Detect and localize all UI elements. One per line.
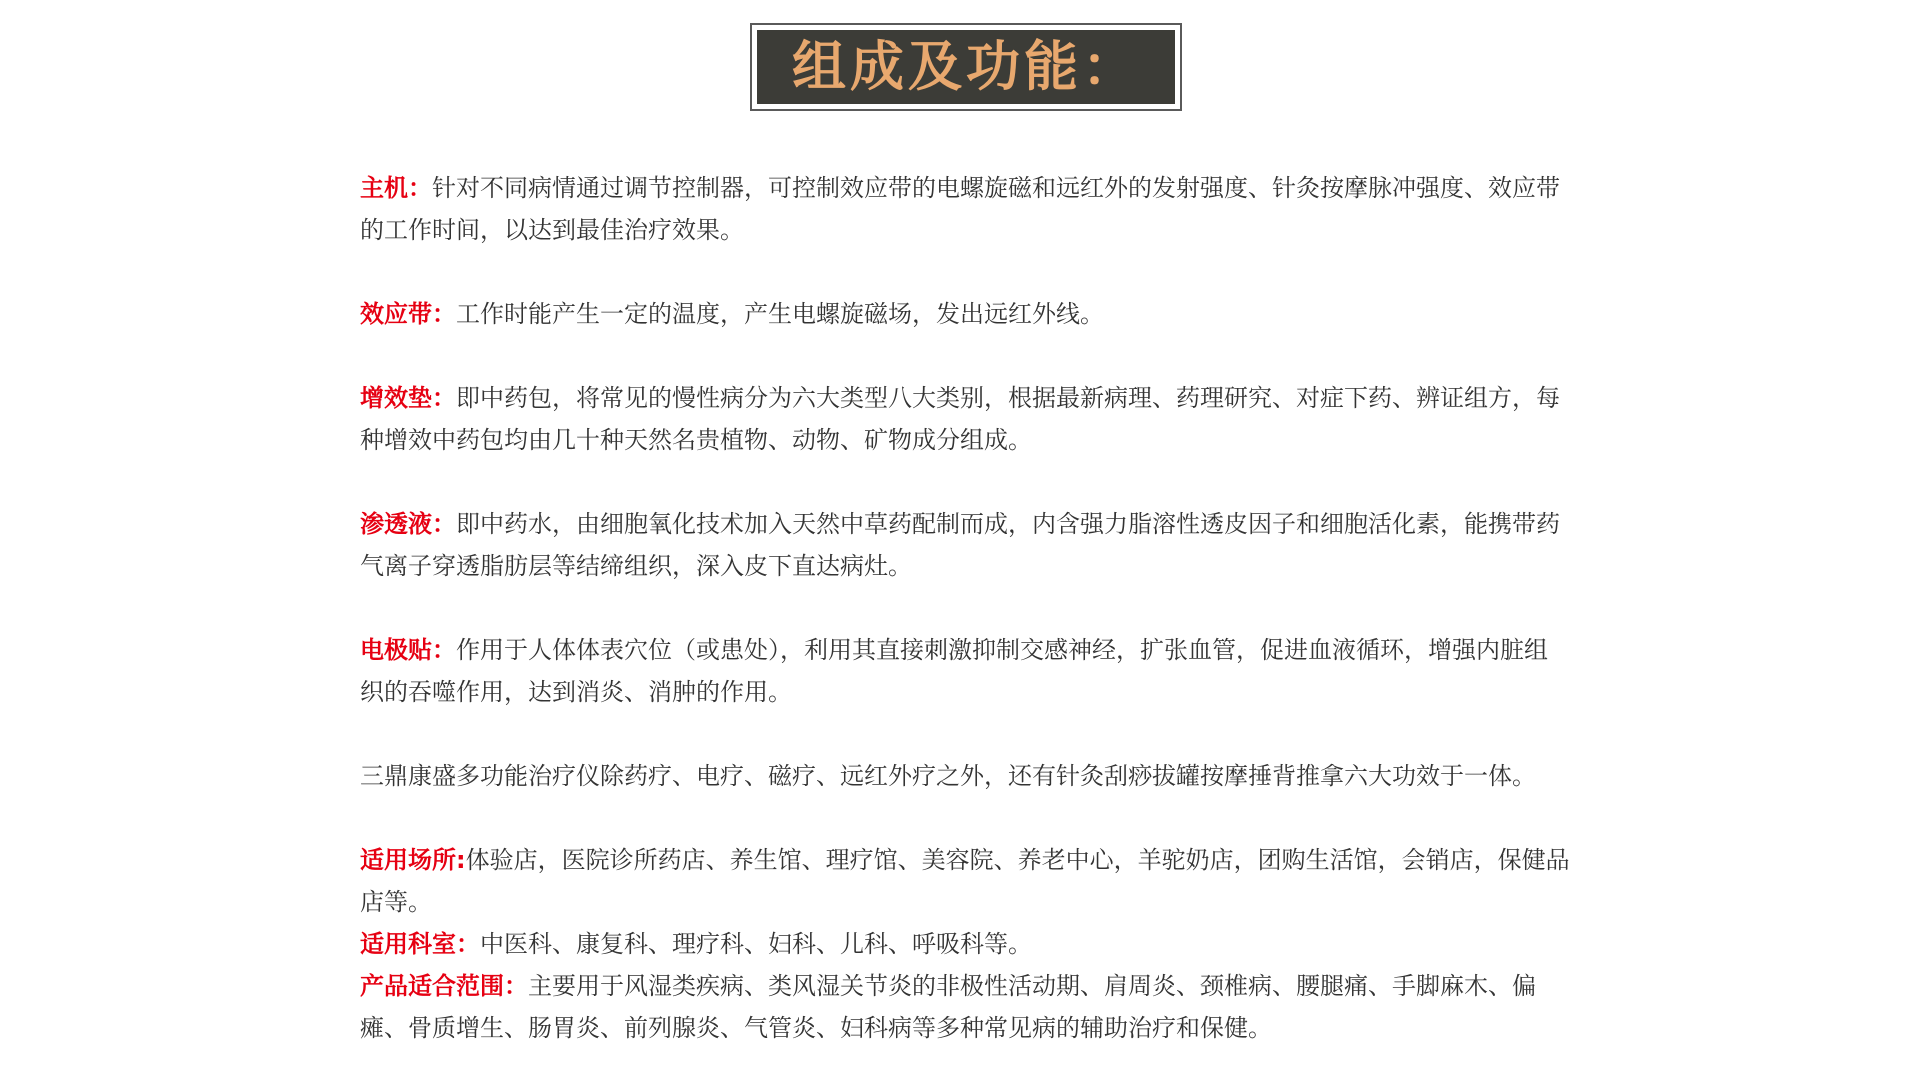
section-electrode — [360, 629, 1570, 713]
section-label: 增效垫： — [360, 384, 456, 412]
summary-text: 三鼎康盛多功能治疗仪除药疗、电疗、磁疗、远红外疗之外，还有针灸刮痧拔罐按摩捶背推拿六大功效于一体。 — [360, 762, 1536, 790]
section-text: 体验店，医院诊所药店、养生馆、理疗馆、美容院、养老中心，羊驼奶店，团购生活馆，会销店，保健品店等。 — [360, 846, 1570, 916]
section-text: 即中药水，由细胞氧化技术加入天然中草药配制而成，内含强力脂溶性透皮因子和细胞活化素，能携带药气离子穿透脂肪层等结缔组织，深入皮下直达病灶。 — [360, 510, 1560, 580]
section-text: 工作时能产生一定的温度，产生电螺旋磁场，发出远红外线。 — [456, 300, 1104, 328]
section-departments — [360, 923, 1570, 965]
section-venues — [360, 839, 1570, 923]
page-title: 组成及功能： — [792, 35, 1140, 98]
section-scope — [360, 965, 1570, 1049]
section-host — [360, 167, 1570, 251]
section-summary — [360, 755, 1570, 797]
section-label: 渗透液： — [360, 510, 456, 538]
title-banner — [750, 23, 1182, 111]
title-box — [757, 30, 1175, 104]
section-text: 针对不同病情通过调节控制器，可控制效应带的电螺旋磁和远红外的发射强度、针灸按摩脉冲强度、效应带的工作时间，以达到最佳治疗效果。 — [360, 174, 1560, 244]
section-text: 即中药包，将常见的慢性病分为六大类型八大类别，根据最新病理、药理研究、对症下药、辨证组方，每种增效中药包均由几十种天然名贵植物、动物、矿物成分组成。 — [360, 384, 1560, 454]
section-label: 效应带： — [360, 300, 456, 328]
section-label: 适用科室： — [360, 930, 480, 958]
section-liquid — [360, 503, 1570, 587]
section-label: 产品适合范围： — [360, 972, 528, 1000]
section-effect-belt — [360, 293, 1570, 335]
section-text: 作用于人体体表穴位（或患处），利用其直接刺激抑制交感神经，扩张血管，促进血液循环，增强内脏组织的吞噬作用，达到消炎、消肿的作用。 — [360, 636, 1548, 706]
section-text: 主要用于风湿类疾病、类风湿关节炎的非极性活动期、肩周炎、颈椎病、腰腿痛、手脚麻木、偏瘫、骨质增生、肠胃炎、前列腺炎、气管炎、妇科病等多种常见病的辅助治疗和保健。 — [360, 972, 1536, 1042]
section-label: 适用场所: — [360, 846, 466, 874]
section-label: 电极贴： — [360, 636, 456, 664]
section-pad — [360, 377, 1570, 461]
section-text: 中医科、康复科、理疗科、妇科、儿科、呼吸科等。 — [480, 930, 1032, 958]
content-body — [360, 167, 1570, 1049]
section-label: 主机： — [360, 174, 432, 202]
